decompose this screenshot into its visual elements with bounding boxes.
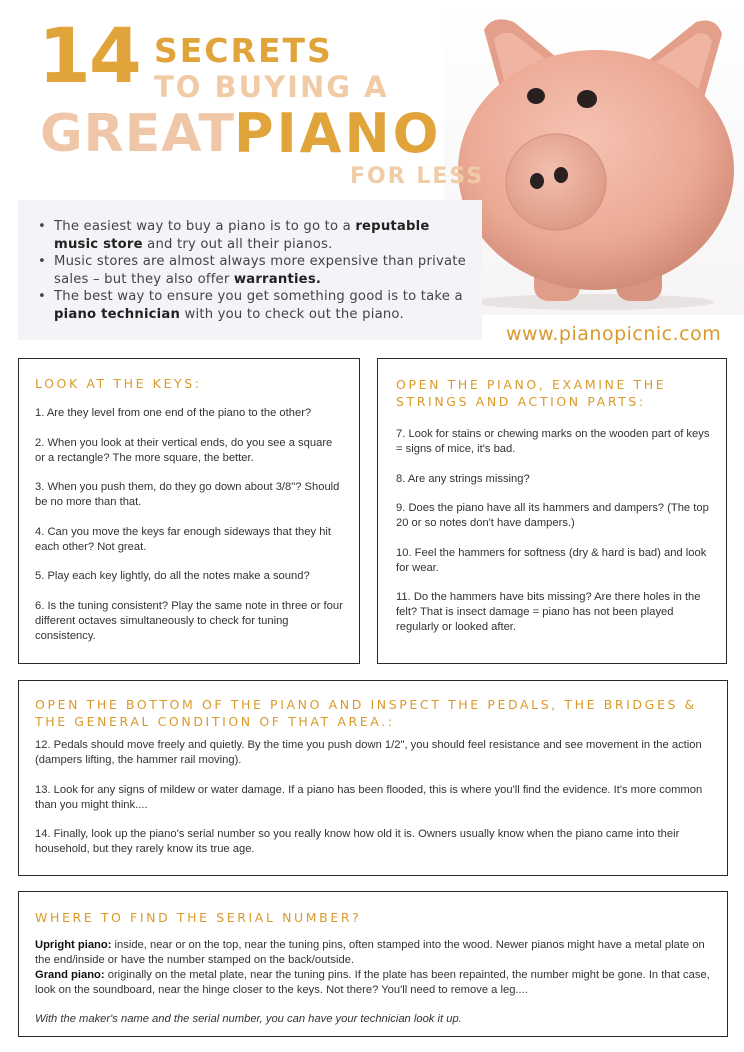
- intro-text: with you to check out the piano.: [180, 306, 404, 322]
- list-item: 2. When you look at their vertical ends, do you see a square or a rectangle? The more square, the better.: [35, 436, 333, 464]
- list-item: 13. Look for any signs of mildew or water damage. If a piano has been flooded, this is where you'll find the evidence. It's more common than you might think....: [35, 783, 703, 811]
- upright-label: Upright piano:: [35, 939, 112, 951]
- upright-desc: inside, near or on the top, near the tuning pins, often stamped into the wood. Newer pianos might have a metal plate on the end/inside or have the number stamped on the back/outside.: [35, 939, 705, 966]
- open-piano-heading: OPEN THE PIANO, EXAMINE THE STRINGS AND ACTION PARTS:: [396, 377, 667, 409]
- intro-text: Music stores are almost always more expensive than private sales – but they also offer: [54, 254, 466, 287]
- bottom-section: [18, 680, 728, 876]
- list-item: 3. When you push them, do they go down about 3/8"? Should be no more than that.: [35, 481, 340, 508]
- title-great: GREAT: [40, 104, 235, 164]
- intro-box: [18, 200, 482, 340]
- intro-text: The easiest way to buy a piano is to go to a: [54, 219, 356, 234]
- list-item: 6. Is the tuning consistent? Play the same note in three or four different octaves simultaneously to check for tuning consistency.: [35, 599, 343, 642]
- intro-text: The best way to ensure you get something good is to take a: [54, 289, 463, 304]
- title-for-less: FOR LESS: [350, 164, 485, 189]
- title-to-buying: TO BUYING A: [154, 70, 389, 104]
- list-item: 10. Feel the hammers for softness (dry & hard is bad) and look for wear.: [396, 546, 707, 574]
- keys-heading: LOOK AT THE KEYS:: [35, 376, 202, 391]
- open-piano-section: [377, 358, 727, 664]
- intro-item: [32, 288, 468, 323]
- list-item: 4. Can you move the keys far enough sideways that they hit each other? Not great.: [35, 525, 332, 553]
- list-item: 1. Are they level from one end of the piano to the other?: [35, 407, 312, 419]
- list-item: 5. Play each key lightly, do all the notes make a sound?: [35, 570, 310, 582]
- list-item: 14. Finally, look up the piano's serial number so you really know how old it is. Owners usually know when the piano came into their household, but they rarely know its true age.: [35, 828, 680, 855]
- list-item: 11. Do the hammers have bits missing? Are there holes in the felt? That is insect damage = piano has not been played regularly or looked after.: [396, 591, 701, 633]
- site-url[interactable]: www.pianopicnic.com: [506, 323, 722, 345]
- title-number: 14: [38, 11, 140, 100]
- title-secrets: SECRETS: [154, 31, 333, 70]
- page-title: [0, 0, 500, 200]
- bottom-heading: OPEN THE BOTTOM OF THE PIANO AND INSPECT THE PEDALS, THE BRIDGES & THE GENERAL CONDITION OF THAT AREA.:: [35, 697, 697, 729]
- intro-list: [32, 218, 468, 323]
- intro-item: [32, 218, 468, 253]
- title-piano: PIANO: [234, 102, 442, 165]
- grand-text: [35, 968, 711, 998]
- serial-heading: WHERE TO FIND THE SERIAL NUMBER?: [35, 910, 362, 925]
- upright-text: [35, 938, 711, 968]
- intro-bold: reputable music store: [54, 219, 430, 252]
- keys-section: [18, 358, 360, 664]
- list-item: 8. Are any strings missing?: [396, 472, 530, 485]
- list-item: 9. Does the piano have all its hammers and dampers? (The top 20 or so notes don't have dampers.): [396, 502, 709, 529]
- intro-bold: warranties.: [233, 271, 322, 287]
- grand-label: Grand piano:: [35, 969, 105, 981]
- list-item: 7. Look for stains or chewing marks on the wooden part of keys = signs of mice, it's bad.: [396, 428, 710, 455]
- serial-note: With the maker's name and the serial number, you can have your technician look it up.: [35, 1013, 462, 1025]
- list-item: 12. Pedals should move freely and quietly. By the time you push down 1/2", you should feel resistance and see movement in the action (dampers lifting, the hammer rail moving).: [35, 739, 702, 766]
- intro-bold: piano technician: [54, 306, 181, 322]
- intro-item: [32, 253, 468, 288]
- intro-text: and try out all their pianos.: [142, 236, 333, 252]
- serial-section: [18, 891, 728, 1037]
- grand-desc: originally on the metal plate, near the tuning pins. If the plate has been repainted, the number might be gone. In that case, look on the soundboard, near the hinge closer to the keys. Not there? You'll need to remove a leg....: [35, 969, 710, 996]
